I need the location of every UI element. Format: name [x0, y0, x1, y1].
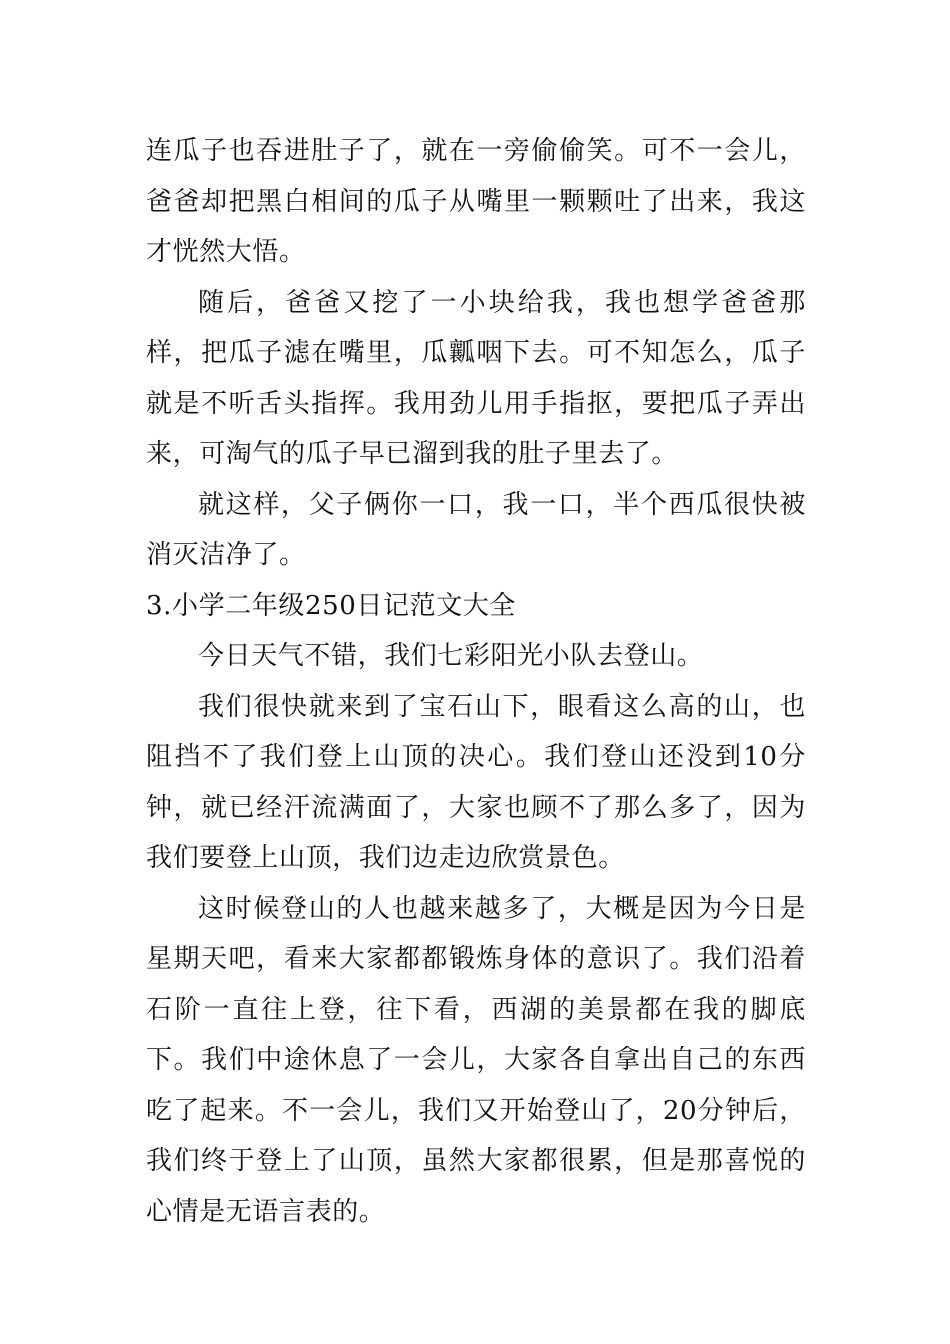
paragraph: 这时候登山的人也越来越多了，大概是因为今日是星期天吧，看来大家都都锻炼身体的意识了。我们沿着石阶一直往上登，往下看，西湖的美景都在我的脚底下。我们中途休息了一会儿，大家各自拿出自己的东西吃了起来。不一会儿，我们又开始登山了，20分钟后，我们终于登上了山顶，虽然大家都很累，但是那喜悦的心情是无语言表的。: [146, 893, 806, 1227]
paragraph-continuation: 连瓜子也吞进肚子了，就在一旁偷偷笑。可不一会儿，爸爸却把黑白相间的瓜子从嘴里一颗颗吐了出来，我这才恍然大悟。: [146, 136, 806, 267]
document-body: [146, 126, 806, 1237]
section-heading: 3.小学二年级250日记范文大全: [146, 590, 517, 621]
paragraph: 今日天气不错，我们七彩阳光小队去登山。: [198, 641, 704, 671]
paragraph: 随后，爸爸又挖了一小块给我，我也想学爸爸那样，把瓜子滤在嘴里，瓜瓤咽下去。可不知怎么，瓜子就是不听舌头指挥。我用劲儿用手指抠，要把瓜子弄出来，可淘气的瓜子早已溜到我的肚子里去了。: [146, 287, 806, 469]
paragraph: 我们很快就来到了宝石山下，眼看这么高的山，也阻挡不了我们登上山顶的决心。我们登山还没到10分钟，就已经汗流满面了，大家也顾不了那么多了，因为我们要登上山顶，我们边走边欣赏景色。: [146, 691, 806, 873]
paragraph: 就这样，父子俩你一口，我一口，半个西瓜很快被消灭洁净了。: [146, 489, 806, 570]
